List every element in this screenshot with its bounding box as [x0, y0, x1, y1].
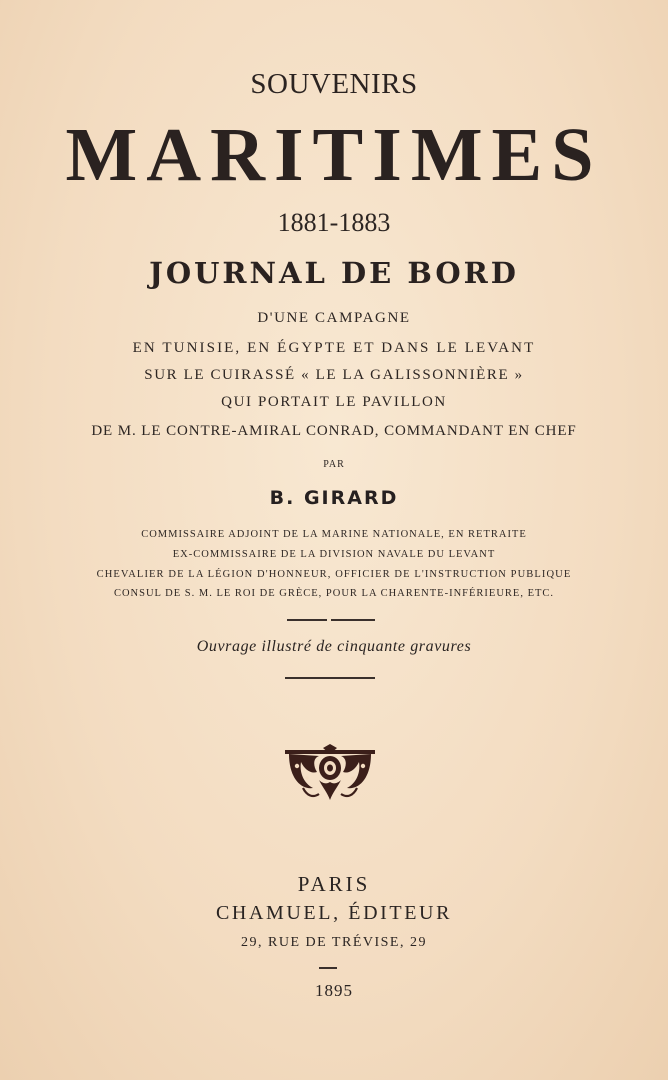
imprint-year: 1895 — [315, 981, 353, 1000]
description-line: DE M. LE CONTRE-AMIRAL CONRAD, COMMANDANT EN CHEF — [91, 423, 577, 439]
illustrations-note: Ouvrage illustré de cinquante gravures — [196, 638, 472, 655]
imprint-address: 29, RUE DE TRÉVISE, 29 — [241, 935, 427, 950]
divider-rule — [285, 677, 375, 679]
description-line: SUR LE CUIRASSÉ « LE LA GALISSONNIÈRE » — [144, 367, 524, 383]
imprint-publisher: CHAMUEL, ÉDITEUR — [215, 902, 453, 924]
author-credential: COMMISSAIRE ADJOINT DE LA MARINE NATIONALE, EN RETRAITE — [141, 529, 527, 540]
description-line: EN TUNISIE, EN ÉGYPTE ET DANS LE LEVANT — [132, 340, 536, 356]
description-line: D'UNE CAMPAGNE — [257, 310, 411, 326]
byline-par: PAR — [323, 459, 345, 470]
imprint-city: PARIS — [297, 872, 371, 896]
author-credential: CONSUL DE S. M. LE ROI DE GRÈCE, POUR LA CHARENTE-INFÉRIEURE, ETC. — [113, 588, 555, 599]
author-name: B. GIRARD — [269, 487, 399, 509]
title-souvenirs: SOUVENIRS — [250, 68, 418, 100]
divider-rule — [319, 967, 337, 969]
description-line: QUI PORTAIT LE PAVILLON — [221, 394, 447, 410]
divider-rule — [287, 619, 327, 621]
author-credential: EX-COMMISSAIRE DE LA DIVISION NAVALE DU LEVANT — [172, 549, 496, 560]
title-maritimes: MARITIMES — [65, 113, 603, 197]
printer-ornament-icon — [283, 744, 377, 806]
divider-rule — [331, 619, 375, 621]
subtitle-journal-de-bord: JOURNAL DE BORD — [149, 256, 519, 290]
author-credential: CHEVALIER DE LA LÉGION D'HONNEUR, OFFICIER DE L'INSTRUCTION PUBLIQUE — [96, 569, 572, 580]
title-years: 1881-1883 — [277, 208, 391, 237]
